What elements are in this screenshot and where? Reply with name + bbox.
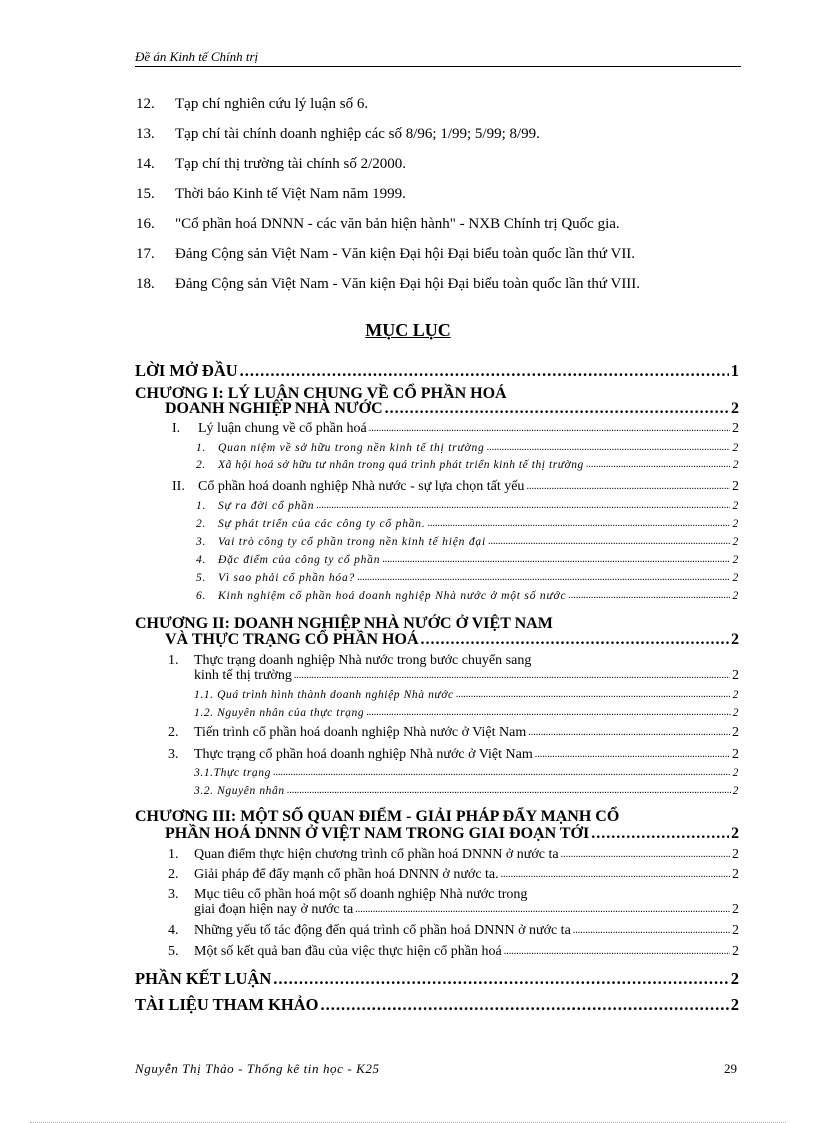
toc-entry-number: 1. <box>196 500 207 512</box>
reference-list <box>136 94 736 304</box>
toc-entry-label: PHẦN KẾT LUẬN <box>135 969 272 988</box>
toc-entry-label: Xã hội hoá sở hữu tư nhân trong quá trình phát triển kinh tế thị trường <box>218 459 584 471</box>
toc-entry-label: Đặc điểm của công ty cổ phần <box>218 554 381 566</box>
header-title: Đề án Kinh tế Chính trị <box>135 49 259 64</box>
toc-page-number: 2 <box>732 689 739 701</box>
toc-entry-number: 3. <box>196 536 207 548</box>
footer-author: Nguyễn Thị Thảo - Thống kê tin học - K25 <box>135 1061 380 1076</box>
page-footer <box>135 1061 741 1077</box>
toc-entry-2-1[interactable] <box>194 668 739 684</box>
toc-entry-1-I[interactable] <box>172 421 739 437</box>
toc-entry-label: PHẦN HOÁ DNNN Ở VIỆT NAM TRONG GIAI ĐOẠN TỚI <box>165 825 590 842</box>
toc-entry-2-1-2[interactable] <box>194 706 739 720</box>
toc-entry-references[interactable] <box>135 996 739 1014</box>
toc-entry-label: 1.2. Nguyên nhân của thực trạng <box>194 707 365 719</box>
toc-entry-1-I-2[interactable] <box>196 458 739 472</box>
reference-text: Tạp chí nghiên cứu lý luận số 6. <box>175 96 369 112</box>
toc-page-number: 2 <box>732 536 739 548</box>
toc-entry-number: 4. <box>196 554 207 566</box>
toc-page-number: 2 <box>730 969 739 988</box>
toc-chapter-1-title[interactable]: CHƯƠNG I: LÝ LUẬN CHUNG VỀ CỔ PHẦN HOÁ <box>135 385 507 402</box>
toc-entry-number: 2. <box>168 867 179 882</box>
toc-entry-2-3-2[interactable] <box>194 784 739 798</box>
toc-entry-number: 2. <box>196 459 206 471</box>
toc-page-number: 2 <box>730 995 739 1014</box>
toc-page-number: 2 <box>732 668 739 683</box>
toc-entry-label: Lý luận chung về cổ phần hoá <box>198 421 367 436</box>
toc-page-number: 2 <box>732 747 739 762</box>
toc-entry-number: 5. <box>196 572 207 584</box>
toc-entry-1-II-5[interactable] <box>196 571 739 585</box>
reference-number: 18. <box>136 276 155 292</box>
toc-entry-intro[interactable] <box>135 362 739 380</box>
toc-entry-3-1[interactable] <box>168 847 739 863</box>
toc-page-number: 2 <box>732 867 739 882</box>
toc-entry-1-I-1[interactable] <box>196 441 739 455</box>
toc-entry-label: Cổ phần hoá doanh nghiệp Nhà nước - sự lựa chọn tất yếu <box>198 479 525 494</box>
toc-entry-number: 2. <box>168 725 179 740</box>
toc-page-number: 2 <box>732 479 739 494</box>
toc-entry-label: LỜI MỞ ĐẦU <box>135 361 238 380</box>
toc-entry-2-3-1[interactable] <box>194 766 739 780</box>
reference-number: 15. <box>136 186 155 202</box>
toc-entry-number: 3. <box>168 747 179 762</box>
reference-text: Thời báo Kinh tế Việt Nam năm 1999. <box>175 186 406 202</box>
toc-entry-label: Thực trạng cổ phần hoá doanh nghiệp Nhà nước ở Việt Nam <box>194 747 533 762</box>
toc-page-number: 2 <box>732 923 739 938</box>
toc-entry-1-II-3[interactable] <box>196 535 739 549</box>
toc-entry-chapter-3[interactable] <box>165 826 739 842</box>
toc-entry-label: TÀI LIỆU THAM KHẢO <box>135 995 319 1014</box>
toc-entry-2-1-title[interactable] <box>168 653 531 669</box>
page-number: 29 <box>724 1061 737 1076</box>
toc-entry-3-4[interactable] <box>168 923 739 939</box>
toc-page-number: 2 <box>732 707 739 719</box>
reference-text: "Cổ phần hoá DNNN - các văn bản hiện hành" - NXB Chính trị Quốc gia. <box>175 216 620 232</box>
toc-entry-number: 1. <box>196 442 207 454</box>
toc-page-number: 2 <box>731 631 739 648</box>
toc-page-number: 2 <box>732 590 739 602</box>
toc-entry-label: Vai trò công ty cổ phần trong nền kinh tế hiện đại <box>218 536 486 548</box>
toc-entry-number: 1. <box>168 653 179 668</box>
toc-entry-number: 2. <box>196 518 207 530</box>
toc-entry-label: Quan điểm thực hiện chương trình cổ phần hoá DNNN ở nước ta <box>194 847 559 862</box>
toc-entry-chapter-2[interactable] <box>165 632 739 648</box>
toc-page-number: 2 <box>731 400 739 417</box>
reference-item <box>136 154 736 184</box>
toc-entry-label: Những yếu tố tác động đến quá trình cổ phần hoá DNNN ở nước ta <box>194 923 571 938</box>
toc-entry-3-3[interactable] <box>194 902 739 918</box>
toc-entry-label: DOANH NGHIỆP NHÀ NƯỚC <box>165 400 383 417</box>
reference-text: Đảng Cộng sản Việt Nam - Văn kiện Đại hội Đại biểu toàn quốc lần thứ VIII. <box>175 276 641 292</box>
toc-page-number: 2 <box>732 785 739 797</box>
toc-entry-label: giai đoạn hiện nay ở nước ta <box>194 902 354 917</box>
toc-entry-label: Mục tiêu cổ phần hoá một số doanh nghiệp Nhà nước trong <box>194 887 528 902</box>
toc-entry-2-3[interactable] <box>168 747 739 763</box>
toc-entry-label: 1.1. Quá trình hình thành doanh nghiệp Nhà nước <box>194 689 454 701</box>
toc-page-number: 2 <box>732 554 739 566</box>
toc-entry-1-II-4[interactable] <box>196 553 739 567</box>
reference-number: 12. <box>136 96 155 112</box>
toc-entry-number: II. <box>172 479 185 494</box>
reference-text: Tạp chí thị trường tài chính số 2/2000. <box>175 156 407 172</box>
toc-entry-label: Giải pháp để đẩy mạnh cổ phần hoá DNNN ở nước ta. <box>194 867 499 882</box>
toc-entry-number: 3. <box>168 887 179 902</box>
reference-item <box>136 214 736 244</box>
toc-page-number: 2 <box>732 500 739 512</box>
toc-entry-label: Một số kết quả ban đầu của việc thực hiện cổ phần hoá <box>194 944 502 959</box>
toc-entry-label: Kinh nghiệm cổ phần hoá doanh nghiệp Nhà nước ở một số nước <box>218 590 567 602</box>
toc-page-number: 2 <box>732 421 739 436</box>
toc-entry-label: 3.2. Nguyên nhân <box>194 785 285 797</box>
toc-entry-label: kinh tế thị trường <box>194 668 292 683</box>
toc-page-number: 2 <box>732 902 739 917</box>
toc-entry-3-3-title[interactable] <box>168 887 527 903</box>
toc-page-number: 2 <box>732 518 739 530</box>
toc-entry-1-II-6[interactable] <box>196 589 739 603</box>
page-header <box>135 49 741 67</box>
toc-entry-2-2[interactable] <box>168 725 739 741</box>
toc-entry-label: 3.1.Thực trạng <box>194 767 271 779</box>
toc-page-number: 2 <box>732 442 739 454</box>
toc-entry-label: Sự ra đời cổ phần <box>218 500 315 512</box>
toc-page-number: 2 <box>732 847 739 862</box>
toc-page-number: 2 <box>732 725 739 740</box>
toc-page-number: 2 <box>732 944 739 959</box>
toc-entry-label: Sự phát triển của các công ty cổ phần. <box>218 518 426 530</box>
reference-text: Tạp chí tài chính doanh nghiệp các số 8/96; 1/99; 5/99; 8/99. <box>175 126 540 142</box>
toc-entry-1-II-1[interactable] <box>196 499 739 513</box>
toc-title: MỤC LỤC <box>365 320 451 340</box>
toc-page-number: 2 <box>732 459 739 471</box>
toc-entry-2-1-1[interactable] <box>194 688 739 702</box>
reference-number: 13. <box>136 126 155 142</box>
toc-entry-3-5[interactable] <box>168 944 739 960</box>
toc-entry-number: 1. <box>168 847 179 862</box>
toc-page-number: 1 <box>730 361 739 380</box>
toc-entry-1-II-2[interactable] <box>196 517 739 531</box>
reference-item <box>136 274 736 304</box>
toc-chapter-3-title[interactable]: CHƯƠNG III: MỘT SỐ QUAN ĐIỂM - GIẢI PHÁP ĐẨY MẠNH CỔ <box>135 808 620 825</box>
toc-entry-number: 4. <box>168 923 179 938</box>
reference-item <box>136 124 736 154</box>
reference-item <box>136 184 736 214</box>
toc-entry-label: VÀ THỰC TRẠNG CỔ PHẦN HOÁ <box>165 631 419 648</box>
reference-number: 16. <box>136 216 155 232</box>
toc-entry-number: I. <box>172 421 181 436</box>
toc-entry-label: Thực trạng doanh nghiệp Nhà nước trong bước chuyển sang <box>194 653 532 668</box>
reference-number: 14. <box>136 156 155 172</box>
reference-item <box>136 244 736 274</box>
toc-entry-label: Tiến trình cổ phần hoá doanh nghiệp Nhà nước ở Việt Nam <box>194 725 527 740</box>
toc-page-number: 2 <box>732 767 739 779</box>
toc-entry-conclusion[interactable] <box>135 970 739 988</box>
toc-page-number: 2 <box>732 572 739 584</box>
reference-text: Đảng Cộng sản Việt Nam - Văn kiện Đại hội Đại biểu toàn quốc lần thứ VII. <box>175 246 636 262</box>
toc-entry-label: Quan niệm về sở hữu trong nền kinh tế thị trường <box>218 442 485 454</box>
toc-entry-number: 5. <box>168 944 179 959</box>
reference-number: 17. <box>136 246 155 262</box>
toc-entry-chapter-1[interactable] <box>165 401 739 417</box>
toc-entry-3-2[interactable] <box>168 867 739 883</box>
toc-entry-1-II[interactable] <box>172 479 739 495</box>
toc-page-number: 2 <box>731 825 739 842</box>
toc-entry-label: Vì sao phải cổ phần hóa? <box>218 572 356 584</box>
toc-chapter-2-title[interactable]: CHƯƠNG II: DOANH NGHIỆP NHÀ NƯỚC Ở VIỆT NAM <box>135 615 553 632</box>
toc-entry-number: 6. <box>196 590 207 602</box>
reference-item <box>136 94 736 124</box>
